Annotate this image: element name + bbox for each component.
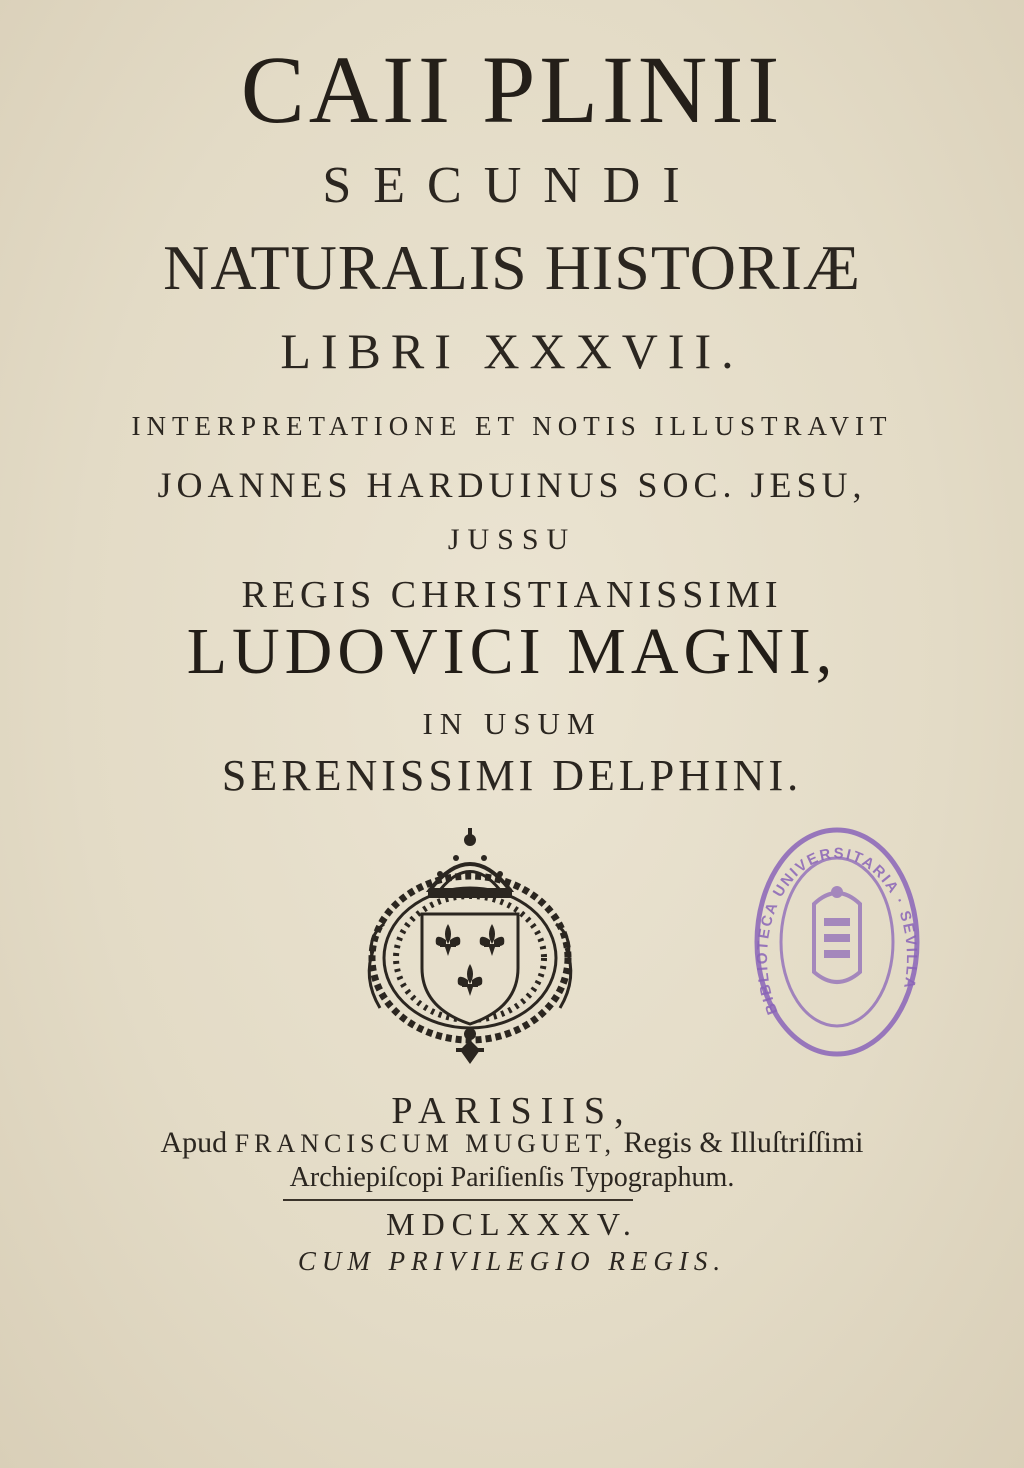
royal-arms-fleur-de-lis-emblem (360, 828, 580, 1068)
library-stamp (748, 822, 926, 1062)
library-stamp-icon (748, 822, 926, 1062)
in-usum-line: IN USUM (422, 706, 602, 741)
stamp-text: BIBLIOTECA UNIVERSITARIA · SEVILLA (753, 844, 921, 1017)
imprint-apud: Apud (160, 1126, 228, 1159)
author-name: CAII PLINII (240, 36, 784, 143)
imprint-divider (283, 1199, 633, 1201)
king-name: LUDOVICI MAGNI, (186, 615, 838, 688)
imprint-printer-title: Regis & Illuſtriſſimi (623, 1126, 864, 1159)
regis-line: REGIS CHRISTIANISSIMI (241, 574, 783, 616)
interpretation-line: INTERPRETATIONE ET NOTIS ILLUSTRAVIT (131, 411, 893, 441)
editor-name: JOANNES HARDUINUS SOC. JESU, (157, 465, 867, 505)
imprint-place: PARISIIS, (391, 1090, 633, 1132)
imprint-year: MDCLXXXV. (386, 1206, 638, 1242)
imprint-printer-line (0, 1128, 1024, 1158)
books-count: LIBRI XXXVII. (280, 323, 744, 379)
svg-text:BIBLIOTECA UNIVERSITARIA · SEV (754, 845, 920, 1017)
imprint-privilege: CUM PRIVILEGIO REGIS. (297, 1246, 727, 1276)
work-title: NATURALIS HISTORIÆ (163, 232, 861, 303)
delphini-line: SERENISSIMI DELPHINI. (221, 751, 803, 800)
author-cognomen: SECUNDI (322, 157, 702, 214)
imprint-printer-title2: Archiepiſcopi Pariſienſis Typographum. (289, 1162, 735, 1193)
imprint-printer: FRANCISCUM MUGUET, (234, 1129, 616, 1158)
jussu-line: JUSSU (447, 523, 577, 556)
